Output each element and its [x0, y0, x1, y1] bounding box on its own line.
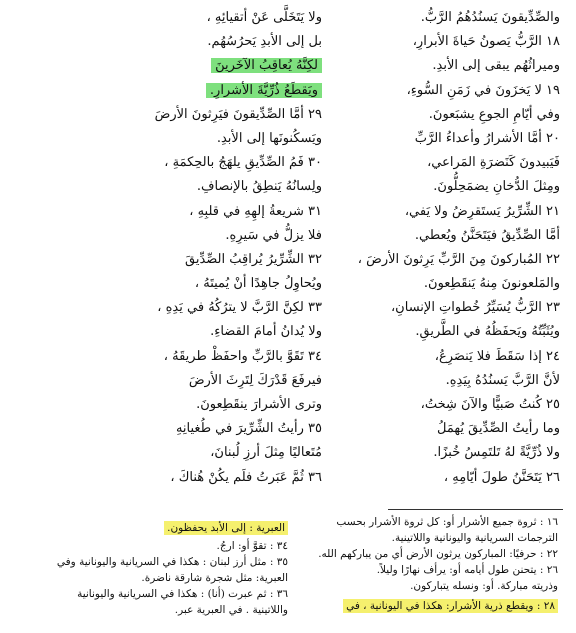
- verse-line: والصِّدِّيقونَ يَسنُدُهُمُ الرَّبُّ.: [420, 10, 560, 25]
- verse-line: مُتَعاليًا مِثلَ أرزِ لُبنانَ،: [210, 445, 322, 461]
- footnotes-left: [40, 520, 288, 618]
- verse-line: ٣٠ فَمُ الصِّدِّيقِ يلهَجُ بالحِكمَةِ ،: [164, 155, 322, 171]
- verse-line: ٢٣ الرَّبُّ يُسَيِّرُ خُطواتِ الإنسانِ،: [390, 300, 560, 316]
- verse-line: ٣٣ لكِنَّ الرَّبَّ لا يترُكُهُ في يَدِهِ ،: [157, 300, 322, 316]
- verse-line: ويُحاوِلُ جاهِدًا أنْ يُميتَهُ ،: [194, 276, 322, 292]
- verse-line: ٢٤ إذا سَقَطَ فلا يَنصَرِعُ،: [434, 348, 560, 364]
- verse-line: ٣٢ الشِّرِّيرُ يُراقِبُ الصِّدِّيقَ: [184, 251, 322, 267]
- verse-line: وفي أيّامِ الجوعِ يشبَعونَ.: [428, 106, 560, 122]
- footnote: ٣٥ : مثل أرز لبنان : هكذا في السريانية واليونانية وفي: [56, 556, 288, 568]
- footnote: الترجمات السريانية واليونانية واللاتينية.: [391, 532, 558, 544]
- green-highlight: ويَقطَعُ ذُرِّيَّةَ الأشرارِ.: [206, 83, 322, 98]
- verse-line: ١٨ الرَّبُّ يَصونُ حَياةَ الأبرارِ،: [412, 34, 560, 50]
- verse-line: وما رأيتُ الصِّدِّيقَ يُهمَلُ: [437, 421, 560, 437]
- footnote: ٢٢ : حرفيًا: المباركون يرثون الأرض أي من يباركهم الله.: [318, 548, 558, 560]
- footnote: ٣٦ : ثم عبرت (أنا) : هكذا في السريانية واليونانية: [77, 588, 288, 600]
- right-column: [330, 6, 560, 490]
- footnote: ٢٦ : يتحنن طول أيامه أو: يرأف نهارًا وليلاً.: [376, 564, 558, 576]
- verse-line: لأنَّ الرَّبَّ يَسنُدُهُ بِيَدِهِ.: [445, 372, 560, 388]
- footnote-divider: [388, 509, 563, 510]
- verse-line: ٢٩ أمَّا الصِّدِّيقونَ فيَرِثونَ الأرضَ: [154, 106, 322, 122]
- verse-line: ولا يُدانُ أمامَ القضاءِ.: [210, 324, 322, 340]
- highlighted-verse-line: [92, 54, 322, 78]
- footnotes-right: [296, 514, 558, 614]
- footnote: ٣٤ : تقوَّ أو: ارجُ.: [216, 540, 288, 552]
- verse-line: ويُثَبِّتُهُ ويَحفَظُهُ في الطَّريقِ.: [415, 324, 560, 340]
- highlighted-footnote: [40, 520, 288, 536]
- highlighted-footnote: [296, 598, 558, 614]
- verse-line: وترى الأشرارَ ينقَطِعونَ.: [196, 397, 322, 412]
- footnote: ١٦ : ثروة جميع الأشرار أو: كل ثروة الأشرار بحسب: [336, 516, 558, 528]
- verse-line: ١٩ لا يَخزَونَ في زَمَنِ السُّوءِ،: [406, 82, 560, 98]
- verse-line: ولا ذُرِّيَّةً لهُ تَلتَمِسُ خُبزًا.: [433, 445, 560, 461]
- verse-line: ٢٠ أمَّا الأشرارُ وأعداءُ الرَّبِّ: [414, 130, 560, 146]
- verse-line: ٣٤ تَقَوَّ بالرَّبِّ واحفَظْ طريقَهُ ،: [163, 348, 322, 364]
- verse-line: ٢٢ المُباركونَ مِنَ الرَّبِّ يَرِثونَ الأرضَ ،: [357, 251, 560, 267]
- highlighted-verse-line: [92, 79, 322, 103]
- verse-line: ولِسانُهُ يَنطِقُ بالإنصافِ.: [196, 179, 322, 195]
- verse-line: أمَّا الصِّدِّيقُ فيَتَحَنَّنُ ويُعطي.: [414, 227, 560, 243]
- green-highlight: لكِنَّهُ يُعاقِبُ الآخَرينَ: [211, 58, 322, 73]
- verse-line: ولا يَتَخَلَّى عَنْ أتقيائِهِ ،: [206, 10, 322, 25]
- verse-line: ٢٦ يَتَحَنَّنُ طولَ أيّامِهِ ،: [443, 469, 560, 485]
- verse-line: فيرفَعَ قَدْرَكَ لِتَرِثَ الأرضَ: [188, 372, 322, 388]
- footnote: العبرية: مثل شجرة شارقة ناضرة.: [141, 572, 288, 584]
- verse-line: ٢١ الشِّرِّيرُ يَستَقرِضُ ولا يَفي،: [404, 203, 560, 219]
- verse-line: ٣٥ رأيتُ الشِّرِّيرَ في طُغيانِهِ: [175, 421, 322, 437]
- verse-line: ٣٦ ثُمَّ عَبَرتُ فلَم يكُنْ هُناكَ ،: [170, 469, 322, 485]
- verse-line: والمَلعونونَ مِنهُ يَنقَطِعونَ.: [423, 276, 560, 292]
- verse-line: وميراثُهُم يبقى إلى الأبدِ.: [432, 58, 560, 74]
- verse-line: فلا يزلُّ في سَيرِهِ.: [225, 227, 322, 243]
- yellow-highlight: ٢٨ : ويقطع ذرية الأشرار: هكذا في اليونانية ، في: [343, 599, 558, 613]
- footnote: واللاتينية . في العبرية عبر.: [174, 604, 288, 616]
- verse-line: ٢٥ كُنتُ صَبيًّا والآنَ شِختُ،: [420, 397, 560, 412]
- left-column: [92, 6, 322, 490]
- verse-line: ويَسكُنونَها إلى الأبدِ.: [216, 130, 322, 146]
- footnote: وذريته مباركة. أو: ونسله يتباركون.: [410, 580, 558, 592]
- yellow-highlight: العبرية : إلى الأبد يحفظون.: [164, 521, 288, 535]
- verse-line: فَيَبيدونَ كَنَضرَةِ المَراعي،: [427, 155, 560, 171]
- verse-line: ومِثلَ الدُّخانِ يضمَحِلُّونَ.: [433, 179, 560, 195]
- verse-line: بل إلى الأبدِ يَحرُسُهُم.: [207, 34, 322, 50]
- verse-line: ٣١ شريعةُ إلهِهِ في قلبِهِ ،: [189, 203, 322, 219]
